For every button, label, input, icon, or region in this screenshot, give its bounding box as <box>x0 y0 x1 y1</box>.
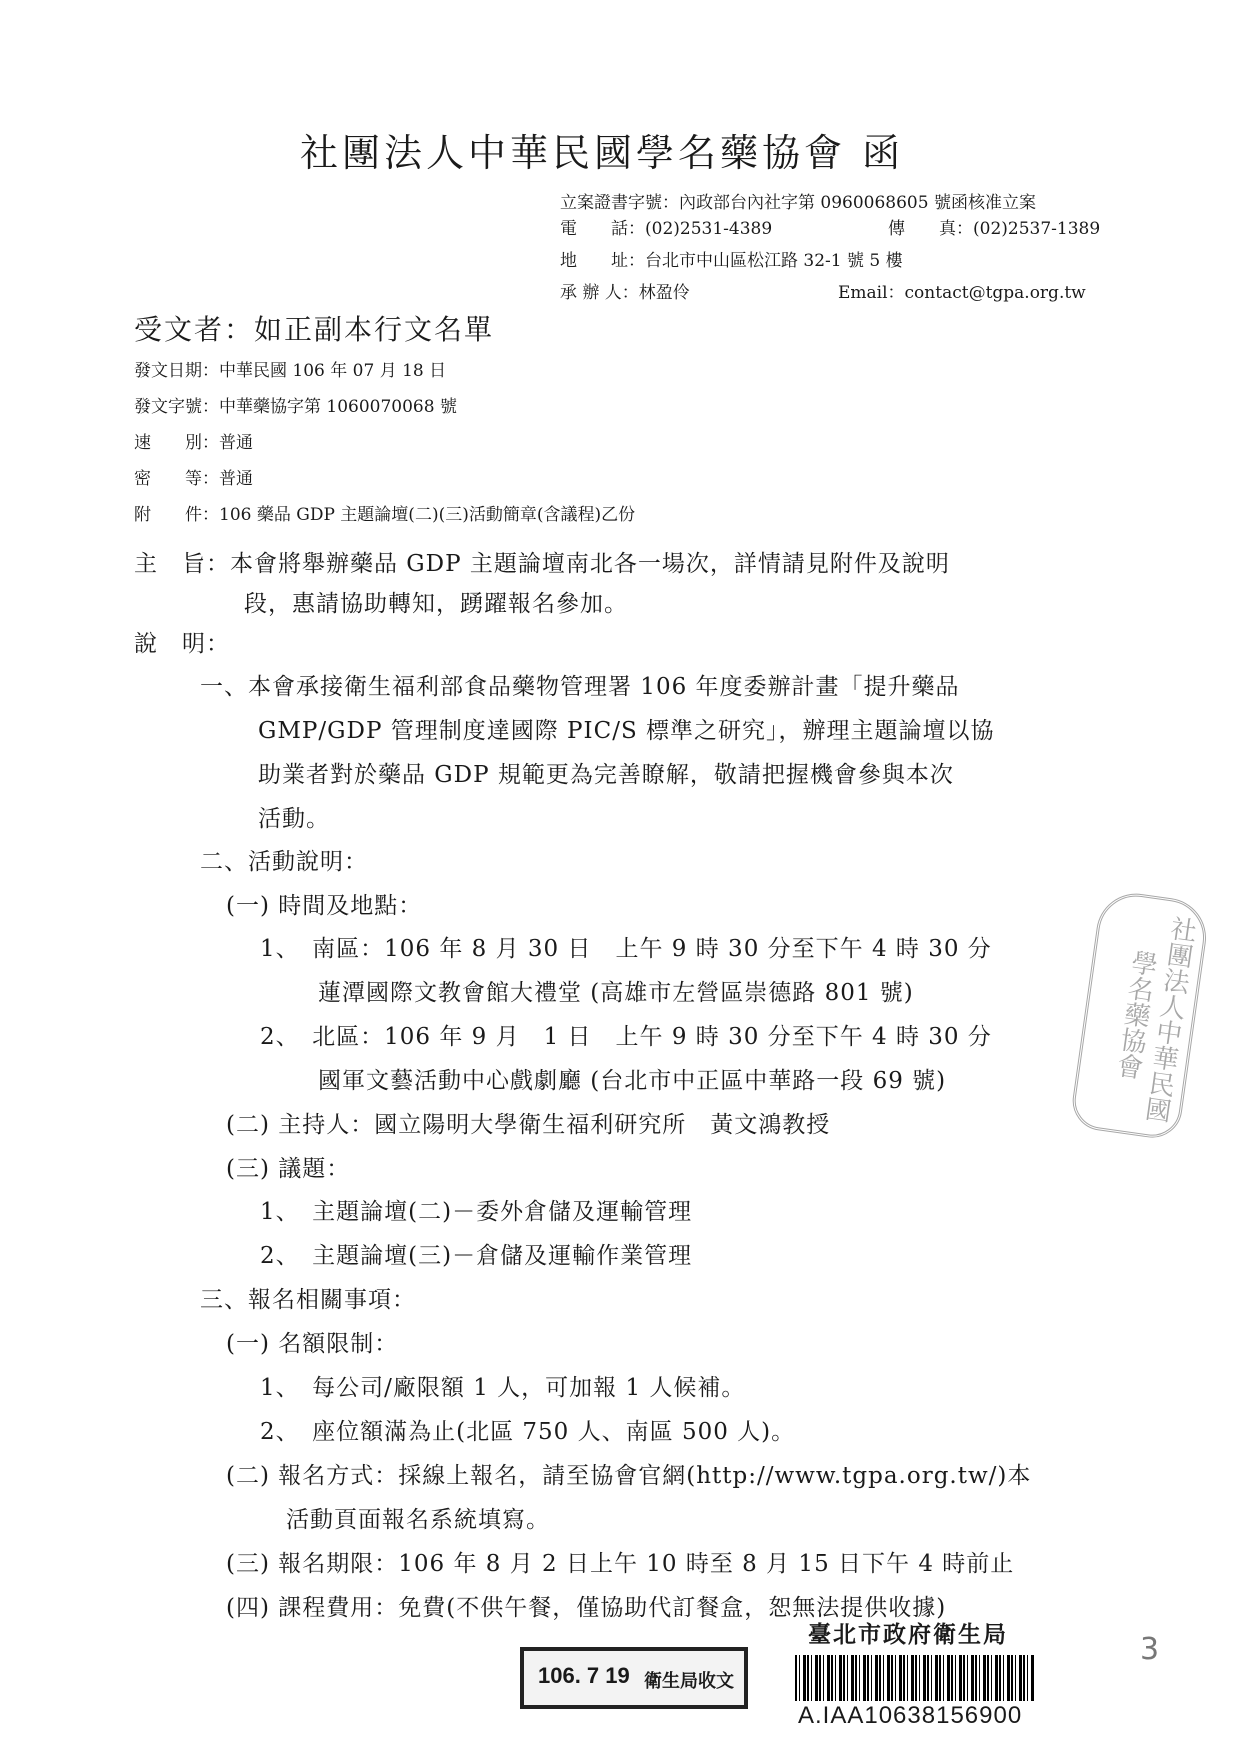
north-schedule: 2、 北區：106 年 9 月 1 日 上午 9 時 30 分至下午 4 時 30 分 <box>260 1024 992 1050</box>
receipt-stamp <box>520 1647 748 1709</box>
attachment: 附 件：106 藥品 GDP 主題論壇(二)(三)活動簡章(含議程)乙份 <box>134 505 636 525</box>
paragraph-1-line: 一、本會承接衛生福利部食品藥物管理署 106 年度委辦計畫「提升藥品 <box>200 674 960 700</box>
south-venue: 蓮潭國際文教會館大禮堂 (高雄市左營區崇德路 801 號) <box>318 980 914 1006</box>
topic-item: 2、 主題論壇(三)－倉儲及運輸作業管理 <box>260 1243 693 1269</box>
secrecy-level: 密 等：普通 <box>134 469 253 489</box>
south-schedule: 1、 南區：106 年 8 月 30 日 上午 9 時 30 分至下午 4 時 30 分 <box>260 936 992 962</box>
barcode-number: A.IAA10638156900 <box>798 1702 1023 1729</box>
time-place-heading: (一) 時間及地點： <box>226 893 423 919</box>
barcode <box>795 1655 1035 1701</box>
handler: 承 辦 人：林盈伶 <box>560 283 690 303</box>
telephone: 電 話：(02)2531-4389 <box>560 219 773 239</box>
speed-level: 速 別：普通 <box>134 433 253 453</box>
recipient: 受文者：如正副本行文名單 <box>134 313 495 346</box>
issue-date: 發文日期：中華民國 106 年 07 月 18 日 <box>134 361 447 381</box>
registration-method-cont: 活動頁面報名系統填寫。 <box>286 1507 550 1533</box>
section-2-heading: 二、活動說明： <box>200 849 368 875</box>
subject-line-2: 段，惠請協助轉知，踴躍報名參加。 <box>244 591 628 617</box>
paragraph-1-line: 活動。 <box>258 806 330 832</box>
document-number: 發文字號：中華藥協字第 1060070068 號 <box>134 397 457 417</box>
association-seal: 社團法人中華民國學名藥協會 <box>1069 889 1211 1142</box>
explanation-heading: 說 明： <box>134 631 230 657</box>
registration-method: (二) 報名方式：採線上報名，請至協會官網(http://www.tgpa.org.tw/)本 <box>226 1463 1032 1489</box>
topics-heading: (三) 議題： <box>226 1156 351 1182</box>
registration-period: (三) 報名期限：106 年 8 月 2 日上午 10 時至 8 月 15 日下午 4 時前止 <box>226 1551 1015 1577</box>
host: (二) 主持人：國立陽明大學衛生福利研究所 黃文鴻教授 <box>226 1112 831 1138</box>
address: 地 址：台北市中山區松江路 32-1 號 5 樓 <box>560 251 903 271</box>
email: Email：contact@tgpa.org.tw <box>838 283 1086 303</box>
section-3-heading: 三、報名相關事項： <box>200 1287 416 1313</box>
paragraph-1-line: 助業者對於藥品 GDP 規範更為完善瞭解，敬請把握機會參與本次 <box>258 762 954 788</box>
document-title: 社團法人中華民國學名藥協會 函 <box>300 131 905 175</box>
topic-item: 1、 主題論壇(二)－委外倉儲及運輸管理 <box>260 1199 693 1225</box>
course-fee: (四) 課程費用：免費(不供午餐，僅協助代訂餐盒，恕無法提供收據) <box>226 1595 947 1621</box>
quota-heading: (一) 名額限制： <box>226 1331 399 1357</box>
receiver-organization: 臺北市政府衛生局 <box>808 1621 1008 1648</box>
stamp-label: 衛生局收文 <box>644 1671 734 1691</box>
registration-number: 立案證書字號：內政部台內社字第 0960068605 號函核准立案 <box>560 193 1036 213</box>
quota-item: 1、 每公司/廠限額 1 人，可加報 1 人候補。 <box>260 1375 746 1401</box>
stamp-number: 106. 7 19 <box>538 1663 630 1688</box>
handwritten-page-number: 3 <box>1140 1632 1160 1667</box>
quota-item: 2、 座位額滿為止(北區 750 人、南區 500 人)。 <box>260 1419 796 1445</box>
fax: 傳 真：(02)2537-1389 <box>888 219 1101 239</box>
north-venue: 國軍文藝活動中心戲劇廳 (台北市中正區中華路一段 69 號) <box>318 1068 947 1094</box>
subject-line-1: 主 旨：本會將舉辦藥品 GDP 主題論壇南北各一場次，詳情請見附件及說明 <box>134 551 950 577</box>
paragraph-1-line: GMP/GDP 管理制度達國際 PIC/S 標準之研究」，辦理主題論壇以協 <box>258 718 995 744</box>
